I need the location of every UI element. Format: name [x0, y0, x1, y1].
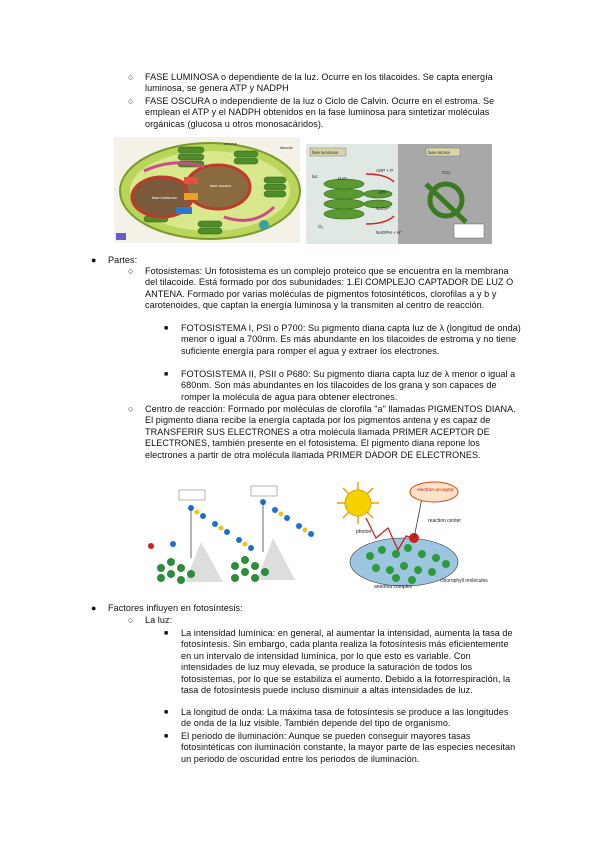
partes-heading: Partes:	[108, 255, 138, 265]
periodo-iluminacion-text: El periodo de iluminación: Aunque se pueden conseguir mayores tasas fotosintéticas con iluminación constante, la mayor parte de las especies necesitan un periodo de oscuridad entre los periodos de iluminación.	[181, 731, 516, 764]
bullet-square: ■	[164, 325, 169, 332]
bullet-hollow: ○	[128, 404, 134, 414]
label-nadp: NADP⁺	[376, 206, 391, 211]
label-antenna-complex: antenna complex	[374, 584, 413, 590]
label-estroma: estroma	[224, 142, 237, 146]
bullet-square: ■	[164, 733, 169, 740]
label-tilacoide: tilacoide	[280, 146, 293, 150]
label-fase-luminosa: fase luminosa	[152, 195, 177, 200]
intensidad-text: La intensidad lumínica: en general, al aumentar la intensidad, aumenta la tasa de fotosíntesis. Sin embargo, cada planta realiza la fotosíntesis más eficientemente en un intervalo de intensidad lumínica, por lo que esto es variable. Con intensidades de luz muy elevada, se produce la saturación de todos los fotosistemas, por lo que se estabiliza el aumento. Debido a la fotorrespiración, la tasa de fotosíntesis puede incluso disminuir a altas intensidades de luz.	[181, 628, 513, 696]
label-chlorophyll-molecules: chlorophyll molecules	[440, 578, 488, 584]
bullet-square: ■	[164, 709, 169, 716]
bullet-square: ■	[164, 630, 169, 637]
bullet-hollow: ○	[128, 72, 134, 82]
antenna-complex-figure	[336, 478, 488, 590]
label-luz: luz	[312, 174, 318, 179]
label-reaction-center: reaction center	[428, 518, 462, 524]
chloroplast-figure	[114, 137, 300, 243]
ps1-text: FOTOSISTEMA I, PSI o P700: Su pigmento diana capta luz de λ (longitud de onda) menor o igual a 700nm. Es más abundante en los tilacoides de estroma y no tiene suficiente energía para romper el agua y extraer los electrones.	[181, 323, 521, 356]
centro-reaccion-text: Centro de reacción: Formado por moléculas de clorofila "a" llamadas PIGMENTOS DIANA. El pigmento diana recibe la energía captada por los pigmentos antena y es capaz de TRANSFERIR SUS ELECTRONES a otra molécula llamada PRIMER ACEPTOR DE ELECTRONES, también presente en el fotosistema. El pigmento diana repone los electrones a partir de otra molécula llamada PRIMER DADOR DE ELECTRONES.	[145, 404, 516, 460]
bullet-filled: ●	[91, 255, 97, 265]
label-o2: O₂	[318, 224, 324, 229]
bullet-square: ■	[164, 371, 169, 378]
fase-oscura-text: FASE OSCURA o independiente de la luz o Ciclo de Calvin. Ocurre en el estroma. Se emplean el ATP y el NADPH obtenidos en la fase luminosa para sintetizar moléculas orgánicas (glucosa u otros monosacáridos).	[145, 96, 495, 129]
phases-figure	[306, 144, 492, 244]
label-photon: photon	[356, 529, 372, 535]
bullet-hollow: ○	[128, 96, 134, 106]
longitud-onda-text: La longitud de onda: La máxima tasa de fotosíntesis se produce a las longitudes de onda de la luz visible. También depende del tipo de organismo.	[181, 707, 509, 729]
ps2-text: FOTOSISTEMA II, PSII o P680: Su pigmento diana capta luz de λ menor o igual a 680nm. Son más abundantes en los tilacoides de los grana y son capaces de romper la molécula de agua para obtener electrones.	[181, 369, 516, 402]
label-luminosa-panel: fase luminosa	[312, 150, 338, 155]
label-fase-oscura: fase oscura	[210, 183, 231, 188]
bullet-filled: ●	[91, 603, 97, 613]
fase-luminosa-text: FASE LUMINOSA o dependiente de la luz. Ocurre en los tilacoides. Se capta energía luminosa, se genera ATP y NADPH	[145, 72, 493, 94]
label-co2: CO₂	[442, 170, 451, 175]
photosystem-chain-figure	[143, 482, 336, 586]
label-electron-acceptor: electron acceptor	[417, 488, 454, 493]
bullet-hollow: ○	[128, 266, 134, 276]
label-oscura-panel: fase oscura	[428, 150, 450, 155]
fotosistemas-text: Fotosistemas: Un fotosistema es un complejo proteico que se encuentra en la membrana del tilacoide. Está formado por dos subunidades: 1.El COMPLEJO CAPTADOR DE LUZ O ANTENA. Formado por varias moléculas de pigmentos fotosintéticos, clorofilas a y b y carotenoides, que captan la energía luminosa y la transmiten al centro de reacción.	[145, 266, 514, 311]
bullet-hollow: ○	[128, 615, 134, 625]
label-atp: ATP	[378, 190, 387, 195]
label-adp: ADP + P	[376, 168, 394, 173]
factores-heading: Factores influyen en fotosíntesis:	[108, 603, 243, 613]
luz-subheading: La luz:	[145, 615, 173, 625]
label-h2o: H₂O	[338, 176, 347, 181]
label-nadph: NADPH + H⁺	[376, 230, 403, 235]
